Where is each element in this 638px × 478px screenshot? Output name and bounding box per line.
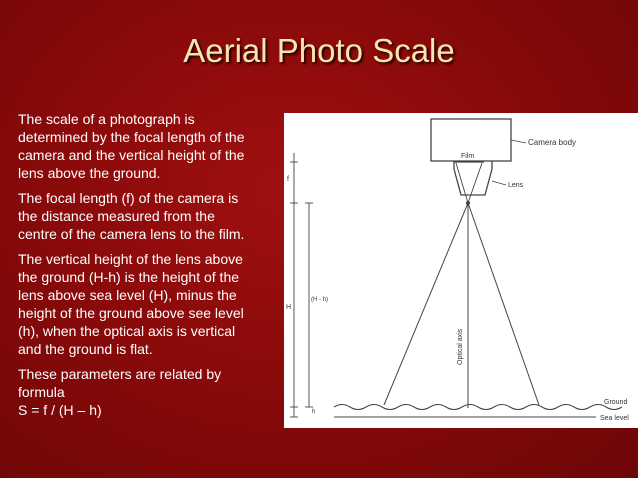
slide-title: Aerial Photo Scale <box>183 32 455 69</box>
camera-body-label: Camera body <box>528 138 577 147</box>
slide-body-text <box>18 110 288 426</box>
paragraph-focal-length <box>18 189 288 243</box>
text-line: centre of the camera lens to the film. <box>18 226 245 242</box>
lens-label: Lens <box>508 182 524 189</box>
sea-level-label: Sea level <box>600 415 629 422</box>
paragraph-scale-definition <box>18 110 288 182</box>
text-line: The vertical height of the lens above <box>18 251 243 267</box>
paragraph-vertical-height <box>18 250 288 358</box>
text-line: These parameters are related by <box>18 366 222 382</box>
text-line: camera and the vertical height of the <box>18 147 245 163</box>
film-label: Film <box>461 153 475 160</box>
ground-label: Ground <box>604 399 628 406</box>
camera-body-leader <box>511 140 526 143</box>
text-line: The scale of a photograph is <box>18 111 195 127</box>
paragraph-formula <box>18 365 288 419</box>
height-above-ground-label: (H - h) <box>311 297 328 303</box>
ray-right <box>468 203 539 405</box>
text-line: formula <box>18 384 65 400</box>
text-line: determined by the focal length of the <box>18 129 245 145</box>
text-line: lens above the ground. <box>18 165 161 181</box>
text-line: the distance measured from the <box>18 208 215 224</box>
text-line: the ground (H-h) is the height of the <box>18 269 240 285</box>
optical-axis-label: Optical axis <box>457 328 464 365</box>
text-line: lens above sea level (H), minus the <box>18 287 237 303</box>
ground-line <box>334 405 622 410</box>
formula-text: S = f / (H – h) <box>18 402 102 418</box>
ground-height-label: h <box>312 409 316 415</box>
film-ray-right <box>468 163 482 203</box>
ray-left <box>384 203 468 405</box>
text-line: and the ground is flat. <box>18 341 153 357</box>
text-line: (h), when the optical axis is vertical <box>18 323 236 339</box>
lens-leader <box>492 181 506 185</box>
text-line: The focal length (f) of the camera is <box>18 190 239 206</box>
aerial-camera-diagram <box>284 113 638 428</box>
focal-length-label: f <box>287 176 289 183</box>
text-line: height of the ground above see level <box>18 305 244 321</box>
height-label: H <box>286 304 292 311</box>
diagram-svg <box>284 113 638 428</box>
